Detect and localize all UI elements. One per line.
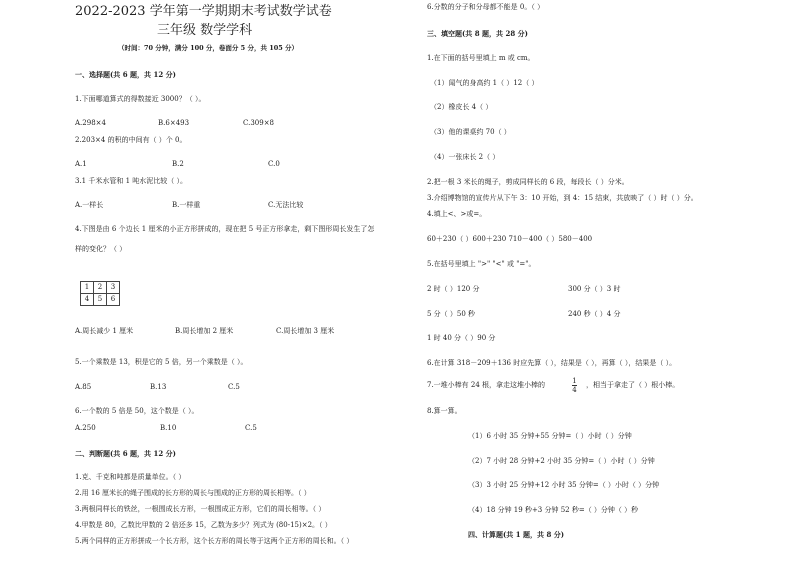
q2-option-b: B.2 (172, 160, 184, 168)
grid-cell: 6 (107, 294, 120, 306)
section-judge-heading: 二、判断题(共 6 题，共 12 分) (75, 449, 176, 458)
q4-option-b: B.周长增加 2 厘米 (175, 327, 234, 335)
q1-option-c: C.309×8 (243, 119, 275, 127)
judge-1: 1.克、千克和吨都是质量单位。（ ） (75, 473, 186, 481)
q6-option-a: A.250 (75, 424, 96, 432)
q3-option-b: B.一样重 (172, 201, 201, 209)
section-fill-heading: 三、填空题(共 8 题，共 28 分) (427, 29, 528, 38)
fill-7-part-2: ，相当于拿走了（ ）根小棒。 (586, 381, 680, 389)
square-grid-figure (80, 281, 120, 306)
fill-5-1a: 2 时（ ）120 分 (427, 285, 480, 293)
fill-5: 5.在括号里填上 ">" "<" 或 "="。 (427, 260, 536, 268)
question-1: 1.下面哪道算式的得数接近 3000？（ ）。 (75, 95, 206, 103)
exam-meta: （时间：70 分钟，满分 100 分，卷面分 5 分，共 105 分） (118, 44, 299, 52)
fill-3: 3.介绍博物馆的宣传片从下午 3：10 开始，到 4：15 结束，共放映了（ ）时（ ）分。 (427, 194, 698, 202)
fill-6: 6.在计算 318－209＋136 时应先算（ ），结果是（ ），再算（ ），结果是（ ）。 (427, 359, 677, 367)
question-2: 2.203×4 的积的中间有（ ）个 0。 (75, 136, 187, 144)
section-choice-heading: 一、选择题(共 6 题，共 12 分) (75, 70, 176, 79)
judge-5: 5.两个同样的正方形拼成一个长方形，这个长方形的周长等于这两个正方形的周长和。（ ） (75, 537, 354, 545)
section-calc-heading: 四、计算题(共 1 题，共 8 分) (468, 530, 565, 539)
judge-3: 3.两根同样长的铁丝，一根围成长方形，一根围成正方形，它们的周长相等。（ ） (75, 505, 326, 513)
fraction-numerator: 1 (572, 377, 577, 385)
q4-option-c: C.周长增加 3 厘米 (276, 327, 335, 335)
fill-8-4: （4）18 分钟 19 秒+3 分钟 52 秒=（ ）分钟（ ）秒 (468, 506, 639, 514)
fraction-one-quarter (572, 377, 577, 394)
q3-option-c: C.无法比较 (268, 201, 304, 209)
question-6: 6.一个数的 5 倍是 50，这个数是（ ）。 (75, 407, 199, 415)
fill-1-1: （1）闻气的身高约 1（ ）12（ ） (430, 79, 539, 87)
fill-4: 4.填上<、>或=。 (427, 210, 487, 218)
q5-option-b: B.13 (150, 383, 167, 391)
grid-cell: 2 (94, 282, 107, 294)
exam-title: 2022-2023 学年第一学期期末考试数学试卷 (75, 4, 332, 19)
fill-8-3: （3）3 小时 25 分钟+12 小时 35 分钟=（ ）小时（ ）分钟 (468, 481, 660, 489)
grid-cell: 5 (94, 294, 107, 306)
fill-5-3a: 1 时 40 分（ ）90 分 (427, 334, 496, 342)
fill-4-row: 60＋230（ ）600＋230 710－400（ ）580－400 (427, 235, 593, 243)
question-5: 5.一个乘数是 13，积是它的 5 倍，另一个乘数是（ ）。 (75, 358, 248, 366)
fill-1-4: （4）一张床长 2（ ） (430, 153, 500, 161)
question-4-line-1: 4.下图是由 6 个边长 1 厘米的小正方形拼成的，现在把 5 号正方形拿走，剩下图形周长发生了怎 (75, 225, 375, 233)
judge-4: 4.甲数是 80，乙数比甲数的 2 倍还多 15，乙数为多少？列式为 (80-15)×2。（ ） (75, 521, 332, 529)
q6-option-b: B.10 (160, 424, 177, 432)
q1-option-a: A.298×4 (75, 119, 106, 127)
q5-option-a: A.85 (75, 383, 92, 391)
q4-option-a: A.周长减少 1 厘米 (75, 327, 134, 335)
fill-2: 2.把一根 3 米长的绳子，剪成同样长的 6 段，每段长（ ）分米。 (427, 178, 629, 186)
q3-option-a: A.一样长 (75, 201, 104, 209)
q1-option-b: B.6×493 (158, 119, 190, 127)
judge-2: 2.用 16 厘米长的绳子围成的长方形的周长与围成的正方形的周长相等。（ ） (75, 489, 311, 497)
fill-8-1: （1）6 小时 35 分钟+55 分钟=（ ）小时（ ）分钟 (468, 432, 632, 440)
fill-1-3: （3）他的课桌约 70（ ） (430, 128, 511, 136)
fill-7-part-1: 7.一堆小棒有 24 根，拿走这堆小棒的 (427, 381, 546, 389)
q2-option-c: C.0 (268, 160, 280, 168)
fill-8: 8.算一算。 (427, 407, 462, 415)
q5-option-c: C.5 (228, 383, 240, 391)
fill-1-2: （2）橡皮长 4（ ） (430, 103, 493, 111)
fill-1: 1.在下面的括号里填上 m 或 cm。 (427, 54, 535, 62)
exam-subtitle: 三年级 数学学科 (157, 23, 253, 38)
fill-5-2a: 5 分（ ）50 秒 (427, 310, 476, 318)
question-3: 3.1 千米水管和 1 吨水泥比较（ ）。 (75, 177, 187, 185)
grid-cell: 3 (107, 282, 120, 294)
q2-option-a: A.1 (75, 160, 87, 168)
fill-5-1b: 300 分（ ）3 时 (568, 285, 621, 293)
q6-option-c: C.5 (245, 424, 257, 432)
fraction-denominator: 4 (572, 386, 577, 394)
fill-8-2: （2）7 小时 28 分钟+2 小时 35 分钟=（ ）小时（ ）分钟 (468, 457, 655, 465)
grid-cell: 1 (81, 282, 94, 294)
question-4-line-2: 样的变化？（ ） (75, 245, 127, 253)
judge-6: 6.分数的分子和分母都不能是 0。（ ） (427, 3, 545, 11)
grid-cell: 4 (81, 294, 94, 306)
fill-5-2b: 240 秒（ ）4 分 (568, 310, 621, 318)
